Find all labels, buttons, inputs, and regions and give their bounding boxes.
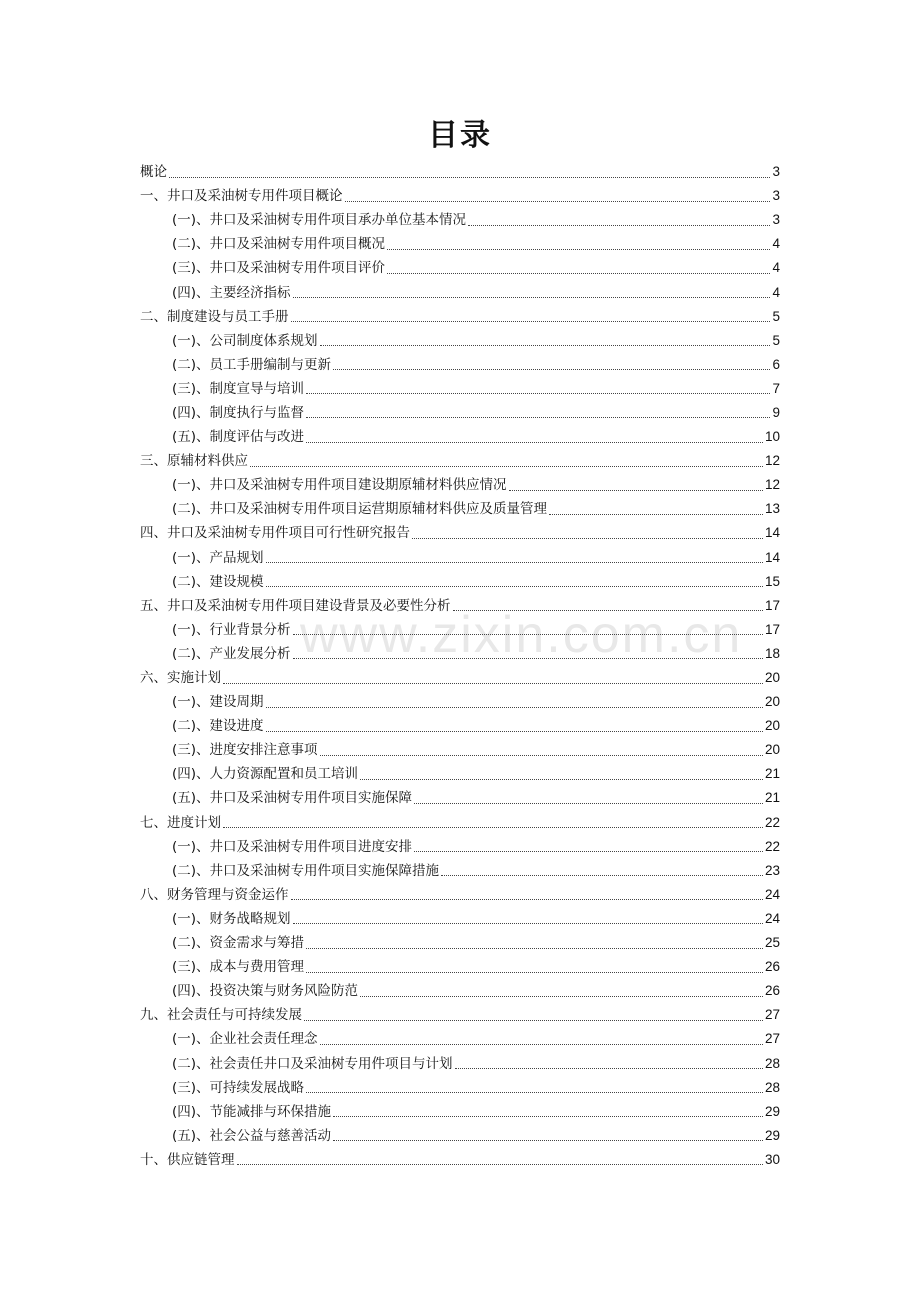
toc-entry-page: 29: [764, 1103, 780, 1119]
toc-entry-page: 4: [772, 260, 780, 276]
toc-entry[interactable]: [140, 955, 780, 979]
toc-entry-label: (四)、主要经济指标: [172, 284, 291, 301]
toc-entry[interactable]: [140, 786, 780, 810]
toc-entry-page: 14: [764, 549, 780, 565]
watermark: www.zixin.com.cn: [300, 606, 743, 664]
toc-dot-leader: [414, 803, 763, 804]
toc-entry-page: 4: [772, 236, 780, 252]
toc-entry-page: 20: [764, 742, 780, 758]
toc-entry[interactable]: [140, 160, 780, 184]
toc-entry-label: (二)、社会责任井口及采油树专用件项目与计划: [172, 1055, 453, 1072]
toc-entry[interactable]: [140, 546, 780, 570]
toc-dot-leader: [291, 899, 763, 900]
toc-entry[interactable]: [140, 811, 780, 835]
toc-entry-page: 15: [764, 573, 780, 589]
toc-entry-label: (三)、成本与费用管理: [172, 959, 305, 976]
toc-entry-label: (五)、社会公益与慈善活动: [172, 1127, 332, 1144]
toc-dot-leader: [293, 923, 763, 924]
toc-entry-label: (一)、行业背景分析: [172, 621, 291, 638]
toc-entry[interactable]: [140, 979, 780, 1003]
toc-entry-page: 22: [764, 814, 780, 830]
toc-entry[interactable]: [140, 594, 780, 618]
toc-entry-label: (五)、制度评估与改进: [172, 429, 305, 446]
toc-entry[interactable]: [140, 280, 780, 304]
page-title: 目录: [428, 118, 492, 153]
toc-dot-leader: [266, 562, 763, 563]
toc-entry[interactable]: [140, 1148, 780, 1172]
toc-entry[interactable]: [140, 714, 780, 738]
toc-entry-page: 26: [764, 959, 780, 975]
toc-entry-label: (三)、制度宣导与培训: [172, 380, 305, 397]
toc-entry[interactable]: [140, 425, 780, 449]
toc-entry-label: (二)、井口及采油树专用件项目实施保障措施: [172, 862, 440, 879]
toc-entry[interactable]: [140, 666, 780, 690]
toc-entry[interactable]: [140, 1076, 780, 1100]
toc-entry[interactable]: [140, 690, 780, 714]
toc-entry-label: (四)、制度执行与监督: [172, 404, 305, 421]
toc-entry[interactable]: [140, 738, 780, 762]
toc-entry-page: 21: [764, 790, 780, 806]
toc-entry[interactable]: [140, 859, 780, 883]
toc-entry[interactable]: [140, 353, 780, 377]
toc-dot-leader: [345, 201, 771, 202]
toc-dot-leader: [306, 417, 770, 418]
toc-dot-leader: [320, 345, 771, 346]
toc-list: [140, 160, 780, 1172]
toc-entry-page: 4: [772, 284, 780, 300]
toc-entry-label: (一)、企业社会责任理念: [172, 1031, 318, 1048]
toc-entry-page: 24: [764, 910, 780, 926]
toc-entry-label: 五、井口及采油树专用件项目建设背景及必要性分析: [140, 597, 451, 614]
toc-entry-label: 四、井口及采油树专用件项目可行性研究报告: [140, 525, 410, 542]
toc-entry-page: 29: [764, 1127, 780, 1143]
toc-dot-leader: [293, 634, 763, 635]
toc-dot-leader: [306, 972, 763, 973]
toc-entry[interactable]: [140, 208, 780, 232]
toc-entry[interactable]: [140, 329, 780, 353]
toc-entry-label: (一)、建设周期: [172, 694, 264, 711]
toc-dot-leader: [304, 1020, 763, 1021]
toc-entry-page: 9: [772, 404, 780, 420]
toc-entry-page: 6: [772, 356, 780, 372]
toc-entry[interactable]: [140, 835, 780, 859]
toc-entry[interactable]: [140, 473, 780, 497]
toc-entry-label: 十、供应链管理: [140, 1151, 235, 1168]
toc-entry-page: 13: [764, 501, 780, 517]
toc-dot-leader: [306, 1092, 763, 1093]
toc-dot-leader: [266, 586, 763, 587]
toc-entry[interactable]: [140, 1124, 780, 1148]
toc-entry-page: 27: [764, 1031, 780, 1047]
toc-dot-leader: [468, 225, 770, 226]
toc-entry[interactable]: [140, 618, 780, 642]
toc-entry-page: 20: [764, 718, 780, 734]
toc-entry-page: 24: [764, 886, 780, 902]
toc-dot-leader: [223, 827, 763, 828]
toc-dot-leader: [387, 273, 770, 274]
toc-dot-leader: [414, 851, 763, 852]
toc-entry-label: (四)、投资决策与财务风险防范: [172, 983, 359, 1000]
toc-entry-label: 三、原辅材料供应: [140, 453, 248, 470]
toc-entry-label: (一)、产品规划: [172, 549, 264, 566]
toc-entry-label: (三)、可持续发展战略: [172, 1079, 305, 1096]
toc-dot-leader: [237, 1164, 763, 1165]
toc-dot-leader: [306, 442, 763, 443]
toc-entry[interactable]: [140, 377, 780, 401]
toc-entry-page: 21: [764, 766, 780, 782]
toc-dot-leader: [333, 1116, 763, 1117]
toc-entry[interactable]: [140, 907, 780, 931]
toc-entry[interactable]: [140, 762, 780, 786]
toc-entry-page: 5: [772, 308, 780, 324]
toc-entry-label: (五)、井口及采油树专用件项目实施保障: [172, 790, 413, 807]
toc-dot-leader: [320, 755, 763, 756]
toc-entry-page: 5: [772, 332, 780, 348]
toc-dot-leader: [169, 177, 770, 178]
toc-entry-label: (一)、井口及采油树专用件项目建设期原辅材料供应情况: [172, 477, 507, 494]
toc-entry[interactable]: [140, 883, 780, 907]
toc-entry[interactable]: [140, 184, 780, 208]
toc-entry-label: (二)、产业发展分析: [172, 645, 291, 662]
toc-entry-label: (四)、节能减排与环保措施: [172, 1103, 332, 1120]
toc-entry-label: (二)、员工手册编制与更新: [172, 356, 332, 373]
toc-dot-leader: [306, 393, 770, 394]
toc-dot-leader: [320, 1044, 763, 1045]
toc-dot-leader: [387, 249, 770, 250]
toc-entry-page: 12: [764, 477, 780, 493]
toc-dot-leader: [293, 297, 771, 298]
toc-dot-leader: [509, 490, 763, 491]
toc-entry-label: 六、实施计划: [140, 670, 221, 687]
toc-entry[interactable]: [140, 931, 780, 955]
toc-entry-label: 七、进度计划: [140, 814, 221, 831]
toc-entry-label: (四)、人力资源配置和员工培训: [172, 766, 359, 783]
toc-entry-page: 26: [764, 983, 780, 999]
toc-entry-page: 17: [764, 597, 780, 613]
toc-dot-leader: [266, 707, 763, 708]
toc-entry-label: 九、社会责任与可持续发展: [140, 1007, 302, 1024]
toc-entry-page: 20: [764, 670, 780, 686]
toc-entry-label: (一)、井口及采油树专用件项目进度安排: [172, 838, 413, 855]
toc-dot-leader: [453, 610, 763, 611]
toc-dot-leader: [223, 683, 763, 684]
toc-entry-label: (二)、井口及采油树专用件项目概况: [172, 236, 386, 253]
toc-entry-page: 7: [772, 380, 780, 396]
toc-entry-label: (二)、资金需求与筹措: [172, 935, 305, 952]
toc-entry-page: 23: [764, 862, 780, 878]
toc-entry-page: 10: [764, 429, 780, 445]
toc-entry-page: 14: [764, 525, 780, 541]
toc-dot-leader: [293, 658, 763, 659]
toc-dot-leader: [455, 1068, 763, 1069]
toc-dot-leader: [333, 1140, 763, 1141]
toc-entry-page: 30: [764, 1151, 780, 1167]
toc-entry-page: 28: [764, 1079, 780, 1095]
toc-dot-leader: [306, 948, 763, 949]
toc-entry-page: 18: [764, 645, 780, 661]
toc-entry-page: 20: [764, 694, 780, 710]
toc-entry[interactable]: [140, 570, 780, 594]
toc-entry[interactable]: [140, 305, 780, 329]
toc-entry-label: (一)、公司制度体系规划: [172, 332, 318, 349]
toc-dot-leader: [360, 996, 763, 997]
toc-entry-label: (一)、井口及采油树专用件项目承办单位基本情况: [172, 212, 467, 229]
toc-entry-label: 概论: [140, 164, 167, 181]
toc-dot-leader: [441, 875, 763, 876]
toc-entry[interactable]: [140, 642, 780, 666]
toc-entry-label: (三)、进度安排注意事项: [172, 742, 318, 759]
toc-entry[interactable]: [140, 401, 780, 425]
toc-entry[interactable]: [140, 1027, 780, 1051]
toc-entry-label: 一、井口及采油树专用件项目概论: [140, 188, 343, 205]
toc-entry[interactable]: [140, 1051, 780, 1075]
toc-entry-page: 28: [764, 1055, 780, 1071]
toc-dot-leader: [266, 731, 763, 732]
toc-entry-page: 17: [764, 621, 780, 637]
toc-entry-page: 3: [772, 212, 780, 228]
toc-entry-page: 3: [772, 188, 780, 204]
toc-entry[interactable]: [140, 256, 780, 280]
toc-entry-label: 八、财务管理与资金运作: [140, 886, 289, 903]
toc-entry-page: 27: [764, 1007, 780, 1023]
toc-entry[interactable]: [140, 1100, 780, 1124]
toc-entry-page: 25: [764, 935, 780, 951]
toc-dot-leader: [333, 369, 770, 370]
toc-entry-label: (一)、财务战略规划: [172, 910, 291, 927]
toc-entry[interactable]: [140, 497, 780, 521]
toc-entry-label: (三)、井口及采油树专用件项目评价: [172, 260, 386, 277]
toc-dot-leader: [549, 514, 763, 515]
toc-entry-label: (二)、建设进度: [172, 718, 264, 735]
toc-dot-leader: [360, 779, 763, 780]
toc-dot-leader: [291, 321, 771, 322]
toc-entry-page: 22: [764, 838, 780, 854]
toc-entry[interactable]: [140, 1003, 780, 1027]
toc-entry[interactable]: [140, 521, 780, 545]
toc-entry-page: 3: [772, 164, 780, 180]
toc-entry[interactable]: [140, 232, 780, 256]
toc-dot-leader: [412, 538, 763, 539]
toc-entry-label: 二、制度建设与员工手册: [140, 308, 289, 325]
toc-entry-label: (二)、井口及采油树专用件项目运营期原辅材料供应及质量管理: [172, 501, 548, 518]
toc-entry-page: 12: [764, 453, 780, 469]
toc-entry-label: (二)、建设规模: [172, 573, 264, 590]
toc-dot-leader: [250, 466, 763, 467]
toc-entry[interactable]: [140, 449, 780, 473]
